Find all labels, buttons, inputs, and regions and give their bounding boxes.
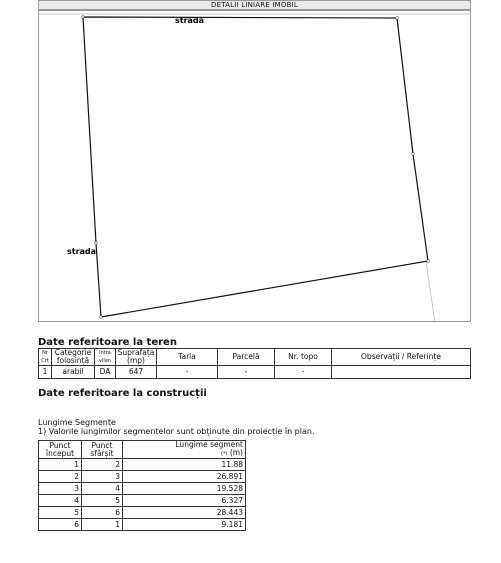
table-row (39, 366, 471, 379)
segmente-title: Lungime Segmente (38, 418, 116, 427)
col-intravilan: Intra vilan (95, 349, 116, 366)
col-suprafata: Suprafața (mp) (116, 349, 157, 366)
table-row (39, 519, 246, 531)
cell-length: 26.891 (123, 471, 246, 483)
cell-start: 3 (39, 483, 82, 495)
cell-length: 28.443 (123, 507, 246, 519)
teren-table (38, 348, 471, 379)
col-lungime: Lungime segment (*) (m) (123, 441, 246, 459)
cell-tarla: - (157, 366, 218, 379)
cell-end: 3 (82, 471, 123, 483)
col-punct-sfarsit: Punct sfârșit (82, 441, 123, 459)
vertex-marker (427, 260, 430, 263)
parcel-boundary (83, 17, 428, 317)
plan-drawing (38, 10, 471, 322)
vertex-marker (396, 17, 399, 20)
table-row (39, 507, 246, 519)
vertex-marker (95, 242, 98, 245)
cell-nr-topo: - (275, 366, 332, 379)
cell-categorie: arabil (52, 366, 95, 379)
table-row (39, 459, 246, 471)
cell-length: 9.181 (123, 519, 246, 531)
cell-observatii (332, 366, 471, 379)
cell-length: 11.88 (123, 459, 246, 471)
vertex-marker (412, 153, 415, 156)
col-observatii: Observații / Referințe (332, 349, 471, 366)
col-nr-topo: Nr. topo (275, 349, 332, 366)
col-nr-crt: Nr Crt (39, 349, 52, 366)
cell-start: 5 (39, 507, 82, 519)
cell-start: 4 (39, 495, 82, 507)
cell-end: 5 (82, 495, 123, 507)
table-row (39, 495, 246, 507)
constructii-section-title: Date referitoare la construcții (38, 388, 207, 399)
cell-end: 1 (82, 519, 123, 531)
cell-start: 1 (39, 459, 82, 471)
parcel-plan (39, 11, 471, 322)
cell-end: 4 (82, 483, 123, 495)
col-categorie: Categorie folosință (52, 349, 95, 366)
cell-parcela: - (218, 366, 275, 379)
segmente-header-row (39, 441, 246, 459)
cell-end: 2 (82, 459, 123, 471)
street-label-left: strada (67, 247, 97, 256)
plan-header: DETALII LINIARE IMOBIL (38, 0, 471, 10)
col-parcela: Parcelă (218, 349, 275, 366)
col-punct-inceput: Punct început (39, 441, 82, 459)
cell-length: 19.528 (123, 483, 246, 495)
cell-length: 6.327 (123, 495, 246, 507)
table-row (39, 483, 246, 495)
vertex-marker (82, 16, 85, 19)
street-label-top: strada (175, 16, 205, 25)
cell-suprafata: 647 (116, 366, 157, 379)
vertex-marker (100, 316, 103, 319)
segmente-note: 1) Valorile lungimilor segmentelor sunt obținute din proiecție în plan. (38, 427, 315, 436)
neighbor-boundary-right (426, 261, 435, 322)
teren-section-title: Date referitoare la teren (38, 337, 177, 348)
cell-intravilan: DA (95, 366, 116, 379)
col-tarla: Tarla (157, 349, 218, 366)
table-row (39, 471, 246, 483)
cell-nr: 1 (39, 366, 52, 379)
segmente-table (38, 440, 246, 531)
page-cutoff (38, 532, 246, 538)
cell-start: 2 (39, 471, 82, 483)
cell-start: 6 (39, 519, 82, 531)
cell-end: 6 (82, 507, 123, 519)
teren-header-row (39, 349, 471, 366)
